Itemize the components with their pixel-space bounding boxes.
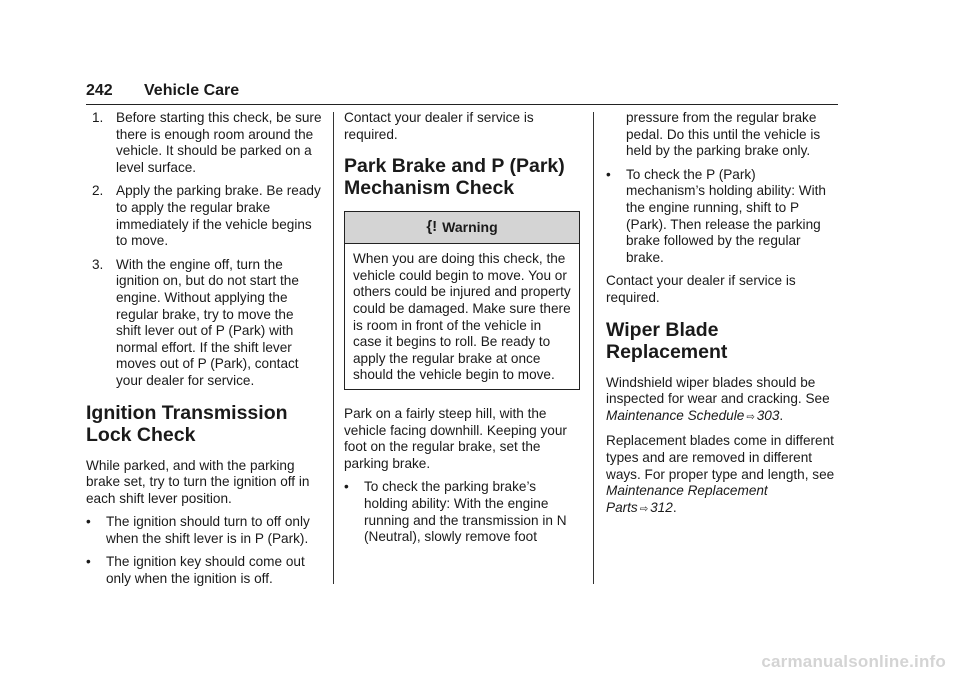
bullet-item [86,554,322,587]
page-number: 242 [86,82,113,99]
section-heading: Ignition Transmission Lock Check [86,401,288,446]
warning-box [344,211,580,390]
step-number: 1. [92,110,104,125]
step-number: 2. [92,183,104,199]
bullet-text: To check the P (Park) mechanism’s holding ability: With the engine running, shift to P (Park). Then release the parking brake followed by the regular brake. [626,166,826,265]
step-item [86,183,322,249]
step-text: With the engine off, turn the ignition on, but do not start the engine. Without applying the regular brake, try to move the shift lever out of P (Park) with normal effort. If the shift lever moves out of P (Park), contact your dealer for service. [116,256,299,388]
bullet-item [86,514,322,547]
bullet-icon: • [344,479,349,495]
page-ref-arrow-icon: ⇨ [639,503,649,515]
section-heading: Wiper Blade Replacement [606,318,728,363]
column-divider [333,112,334,584]
page-reference[interactable]: 312 [650,499,673,515]
paragraph: Replacement blades come in different types and are removed in different ways. For proper type and length, see Maintenance Replacement Parts ⇨ 312. [606,433,835,515]
section-title: Vehicle Care [144,82,240,99]
cross-reference-link[interactable]: Maintenance Replacement Parts [606,483,768,515]
bullet-text: To check the parking brake’s holding ability: With the engine running and the transmission in N (Neutral), slowly remove foot [364,479,567,545]
step-text: Before starting this check, be sure there is enough room around the vehicle. It should be parked on a level surface. [116,110,322,175]
warning-icon: {! [426,218,438,236]
paragraph: Windshield wiper blades should be inspected for wear and cracking. See Maintenance Schedule ⇨ 303. [606,374,830,423]
bullet-icon: • [86,554,91,570]
page-reference[interactable]: 303 [756,407,780,423]
column-divider [593,112,594,584]
step-item [86,257,322,390]
step-text: Apply the parking brake. Be ready to apply the regular brake immediately if the vehicle begins to move. [116,183,321,249]
page-ref-arrow-icon: ⇨ [746,411,755,423]
section-heading: Park Brake and P (Park) Mechanism Check [344,155,565,200]
column-1 [86,110,322,595]
column-2 [344,110,580,553]
step-item [86,110,322,176]
paragraph: Park on a fairly steep hill, with the vehicle facing downhill. Keeping your foot on the regular brake, set the parking brake. [344,405,567,471]
bullet-text: pressure from the regular brake pedal. Do this until the vehicle is held by the parking brake only. [626,110,821,159]
cross-reference-link[interactable]: Maintenance Schedule [606,407,745,423]
bullet-text: The ignition should turn to off only when the shift lever is in P (Park). [106,514,310,546]
warning-title: Warning [442,219,498,236]
bullet-icon: • [86,514,91,530]
column-3 [606,110,838,525]
page-header [86,82,838,105]
bullet-icon: • [606,166,611,182]
bullet-continuation [606,110,838,160]
watermark: carmanualsonline.info [761,652,946,671]
warning-text: When you are doing this check, the vehicle could begin to move. You or others could be injured and property could be damaged. Make sure there is room in front of the vehicle in case it begins to roll. Be ready to apply the regular brake at once should the vehicle begin to move. [353,251,571,383]
step-number: 3. [92,256,104,272]
paragraph: Contact your dealer if service is required. [344,110,534,142]
bullet-item [344,479,580,545]
bullet-item [606,167,838,267]
paragraph: Contact your dealer if service is required. [606,273,796,305]
bullet-text: The ignition key should come out only when the ignition is off. [106,554,305,587]
warning-header [345,212,579,244]
paragraph: While parked, and with the parking brake set, try to turn the ignition off in each shift lever position. [86,457,310,506]
